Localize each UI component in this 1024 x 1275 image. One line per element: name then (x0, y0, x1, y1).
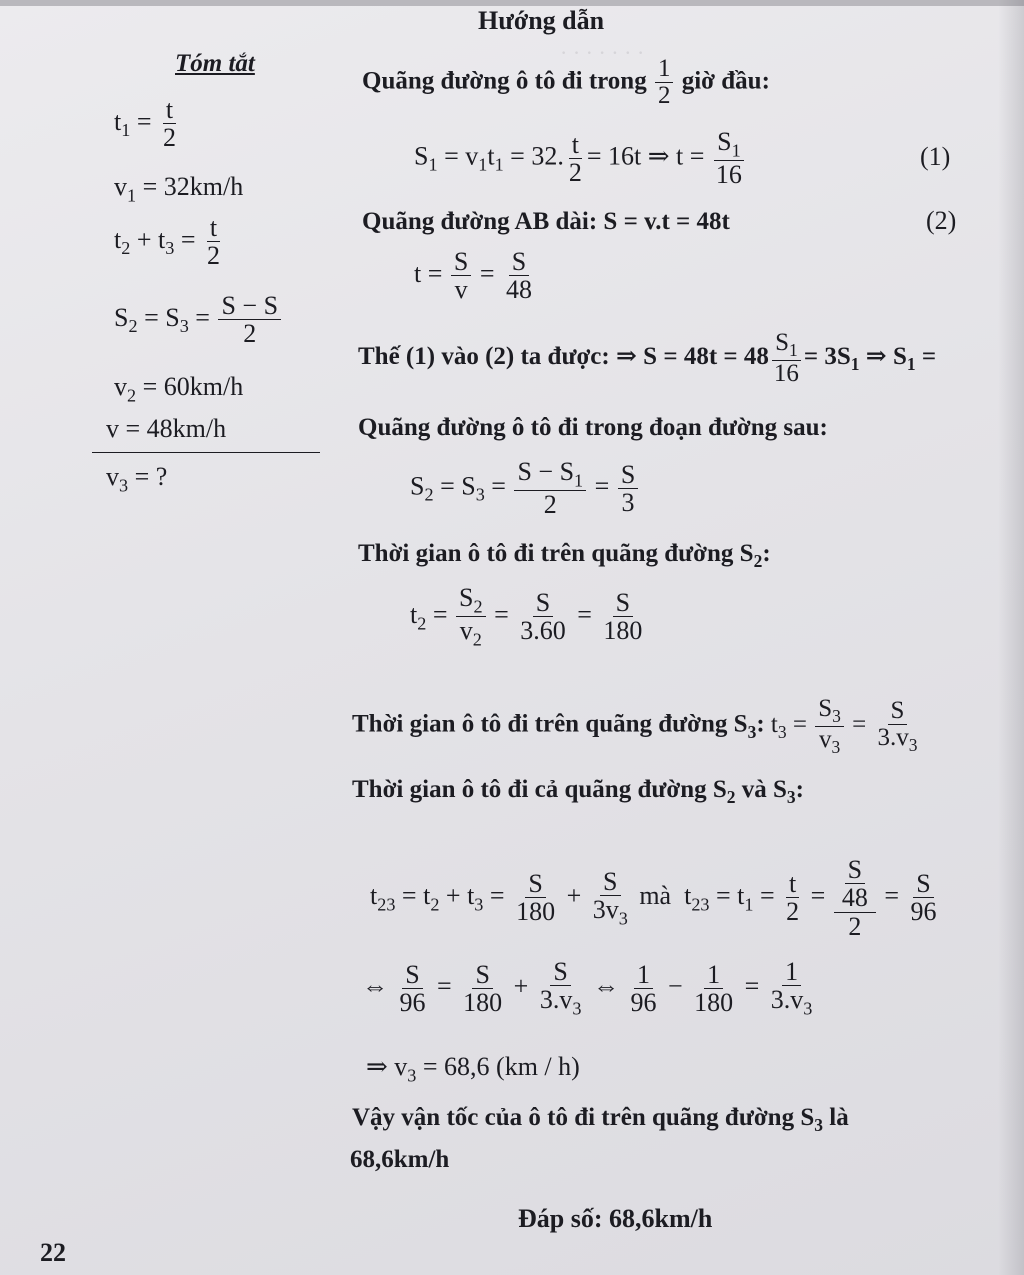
step-time-s2: Thời gian ô tô đi trên quãng đường $S_2$: (358, 540, 771, 572)
conclusion-line-2: 68,6km/h (350, 1146, 450, 1173)
page-number: 22 (40, 1238, 66, 1267)
summary-v2: $v_2 = 60km/h$ (114, 372, 244, 406)
equation-t23: $t_{23} = t_2 + t_3$ = $\frac{S}{180}$ + $\frac{S}{3v_3}$ mà $t_{23} = t_1$ = $\frac{t}{2}$ = $\frac{\frac{S}{48}}{2}$ = $\frac{S}{96}$ (370, 855, 937, 941)
summary-v1: $v_1 = 32km/h$ (114, 172, 244, 206)
step-remaining-road: Quãng đường ô tô đi trong đoạn đường sau: (358, 414, 828, 441)
step-first-half-text: Quãng đường ô tô đi trong $\frac{1}{2}$ giờ đầu: (362, 55, 770, 110)
summary-v3-unknown: $v_3$ = ? (106, 462, 168, 496)
conclusion-line-1: Vậy vận tốc của ô tô đi trên quãng đường $S_3$ là (352, 1104, 849, 1136)
summary-divider (92, 452, 320, 453)
book-binding-shadow (998, 0, 1024, 1275)
step-substitute: Thế (1) vào (2) ta được: ⇒ S = 48t = 48 $\frac{S_1}{16}$ = $3S_1$ ⇒ $S_1$ = (358, 329, 937, 387)
step-time-s2-s3: Thời gian ô tô đi cả quãng đường $S_2$ và $S_3$: (352, 776, 804, 808)
bleed-through-text: · · · · · · · (560, 40, 645, 65)
equation-result: ⇒ $v_3 = 68,6$ (km / h) (366, 1052, 580, 1086)
equation-t: t = $\frac{S}{v}$ = $\frac{S}{48}$ (414, 247, 533, 305)
summary-t2-t3: $t_2 + t_3$ = $\frac{t}{2}$ (114, 213, 220, 271)
equation-equivalence: ⇔ $\frac{S}{96}$ = $\frac{S}{180}$ + $\frac{S}{3.v_3}$ ⇔ $\frac{1}{96}$ − $\frac{1}{180}$ = $\frac{1}{3.v_3}$ (362, 957, 813, 1019)
equation-label-2: (2) (926, 206, 957, 235)
equation-s2-s3: $S_2 = S_3$ = $\frac{S - S_1}{2}$ = $\frac{S}{3}$ (410, 458, 640, 519)
step-ab-length: Quãng đường AB dài: S = v.t = 48t (362, 208, 730, 235)
summary-s2-s3: $S_2 = S_3$ = $\frac{S - S}{2}$ (114, 292, 283, 348)
equation-s1: $S_1 = v_1t_1 = 32$. $\frac{t}{2}$ = 16t ⇒ t = $\frac{S_1}{16}$ (414, 127, 742, 190)
page-title: Hướng dẫn (478, 6, 605, 35)
step-time-s3: Thời gian ô tô đi trên quãng đường $S_3$: $t_3$ = $\frac{S_3}{v_3}$ = $\frac{S}{3.v_3}$ (352, 695, 918, 757)
summary-t1: $t_1$ = $\frac{t}{2}$ (114, 95, 176, 153)
summary-v: v = 48km/h (106, 414, 227, 443)
equation-t2: $t_2$ = $\frac{S_2}{v_2}$ = $\frac{S}{3.60}$ = $\frac{S}{180}$ (410, 583, 643, 650)
final-answer: Đáp số: 68,6km/h (518, 1204, 713, 1233)
summary-title: Tóm tắt (175, 50, 255, 77)
equation-label-1: (1) (920, 142, 951, 171)
